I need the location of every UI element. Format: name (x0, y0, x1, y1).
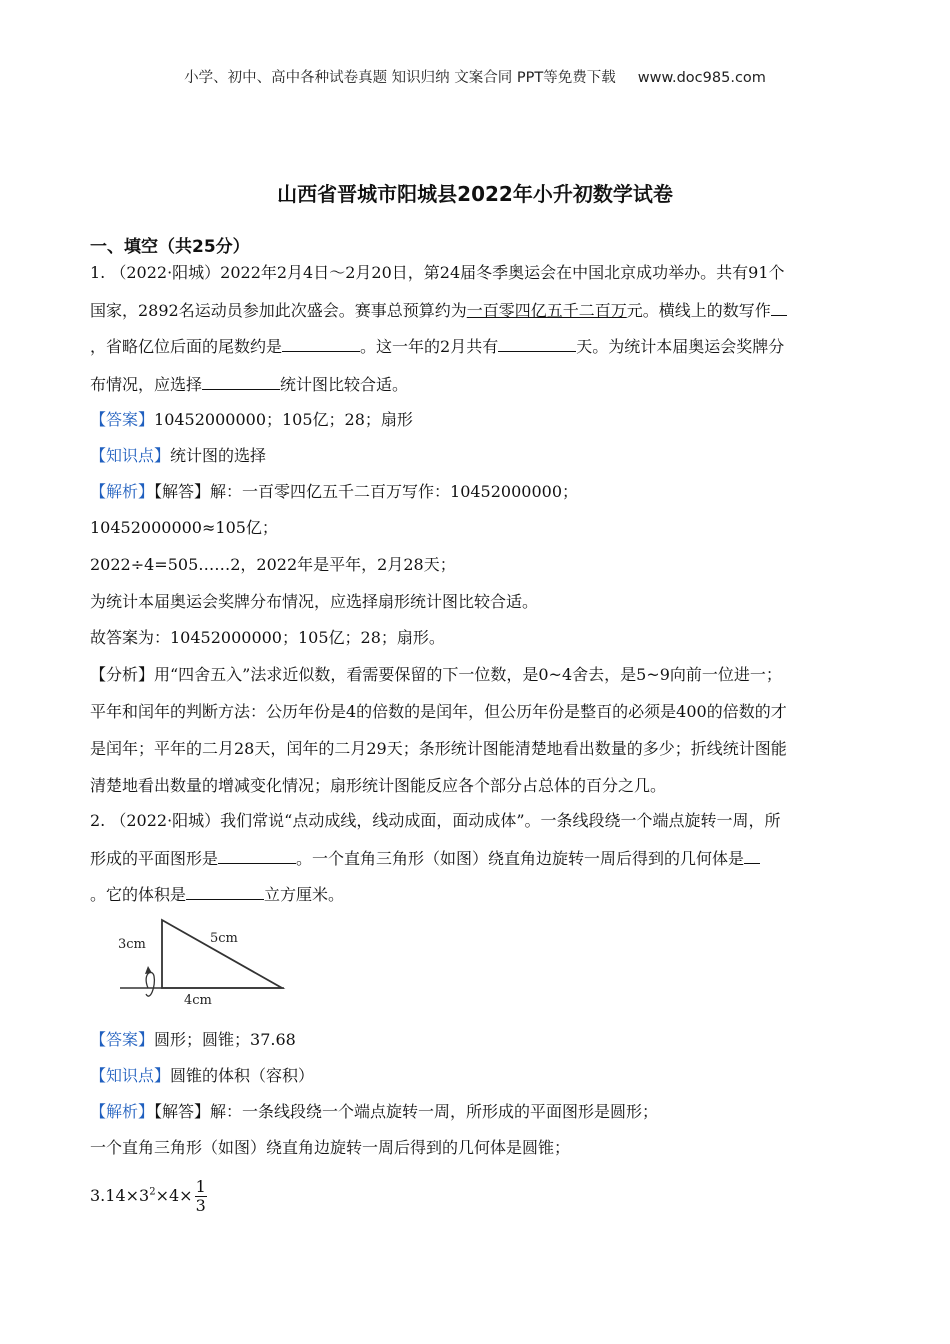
q1-answer: 【答案】10452000000；105亿；28；扇形 (90, 410, 413, 429)
side-label-5cm: 5cm (210, 931, 238, 946)
q2-line-3: 。它的体积是 立方厘米。 (90, 885, 345, 904)
answer-blank[interactable] (186, 885, 264, 900)
q2-analysis-2: 一个直角三角形（如图）绕直角边旋转一周后得到的几何体是圆锥； (90, 1138, 571, 1157)
analysis-tag: 【解析】 (90, 1102, 155, 1121)
q2-knowledge-point: 【知识点】圆锥的体积（容积） (90, 1066, 315, 1085)
q2-analysis-1: 【解析】【解答】解：一条线段绕一个端点旋转一周，所形成的平面图形是圆形； (90, 1102, 659, 1121)
q1-explain-2: 平年和闰年的判断方法：公历年份是4的倍数的是闰年，但公历年份是整百的必须是400的倍数的才 (90, 702, 787, 721)
q1-explain-3: 是闰年；平年的二月28天，闰年的二月29天；条形统计图能清楚地看出数量的多少；折线统计图能 (90, 739, 787, 758)
q1-analysis-1: 【解析】【解答】解：一百零四亿五千二百万写作：10452000000； (90, 482, 578, 501)
page-title: 山西省晋城市阳城县2022年小升初数学试卷 (277, 182, 673, 206)
q2-answer: 【答案】圆形；圆锥；37.68 (90, 1030, 296, 1049)
header-url[interactable]: www.doc985.com (637, 70, 766, 86)
answer-tag: 【答案】 (90, 410, 155, 429)
page-header (0, 66, 950, 87)
q1-knowledge-point: 【知识点】统计图的选择 (90, 446, 267, 465)
q1-underlined-number: 一百零四亿五千二百万 (466, 301, 627, 320)
arrow-head-icon (145, 966, 152, 974)
answer-blank[interactable] (498, 337, 576, 352)
q1-line-2: 国家，2892名运动员参加此次盛会。赛事总预算约为一百零四亿五千二百万元。横线上的数写作 (90, 298, 787, 321)
rotation-arrow-icon (146, 972, 154, 996)
q1-line-1: 1. （2022·阳城）2022年2月4日～2月20日，第24届冬季奥运会在中国北京成功举办。共有91个 (90, 263, 785, 282)
q1-explain-1: 【分析】用“四舍五入”法求近似数，看需要保留的下一位数，是0~4舍去，是5~9向前一位进一； (90, 665, 782, 684)
fraction: $\frac{1}{3}$ (195, 1177, 206, 1215)
q1-analysis-4: 为统计本届奥运会奖牌分布情况，应选择扇形统计图比较合适。 (90, 592, 539, 611)
q1-analysis-5: 故答案为：10452000000；105亿；28；扇形。 (90, 628, 445, 647)
answer-blank[interactable] (744, 849, 760, 864)
q1-line-4: 布情况，应选择 统计图比较合适。 (90, 375, 409, 394)
header-text: 小学、初中、高中各种试卷真题 知识归纳 文案合同 PPT等免费下载 (184, 70, 616, 86)
q2-line-1: 2. （2022·阳城）我们常说“点动成线，线动成面，面动成体”。一条线段绕一个端点旋转一周，所 (90, 811, 781, 830)
knowledge-tag: 【知识点】 (90, 1066, 171, 1085)
analysis-tag: 【解析】 (90, 482, 155, 501)
knowledge-tag: 【知识点】 (90, 446, 171, 465)
answer-blank[interactable] (218, 849, 296, 864)
side-label-3cm: 3cm (118, 937, 146, 952)
q1-analysis-3: 2022÷4=505……2，2022年是平年，2月28天； (90, 555, 456, 574)
answer-tag: 【答案】 (90, 1030, 155, 1049)
answer-blank[interactable] (282, 337, 360, 352)
right-triangle-figure (112, 912, 292, 1012)
q1-explain-4: 清楚地看出数量的增减变化情况；扇形统计图能反应各个部分占总体的百分之几。 (90, 776, 667, 795)
side-label-4cm: 4cm (184, 993, 212, 1008)
q1-analysis-2: 10452000000≈105亿； (90, 518, 278, 537)
answer-blank[interactable] (202, 375, 280, 390)
section-heading: 一、填空（共25分） (90, 237, 250, 257)
volume-formula: $3.14\times 3^2\times 4\times$ $\frac{1}{3}$ (90, 1177, 206, 1215)
answer-blank[interactable] (771, 301, 787, 316)
q1-line-3: ，省略亿位后面的尾数约是 。这一年的2月共有 天。为统计本届奥运会奖牌分 (90, 337, 785, 356)
q2-line-2: 形成的平面图形是 。一个直角三角形（如图）绕直角边旋转一周后得到的几何体是 (90, 846, 760, 869)
